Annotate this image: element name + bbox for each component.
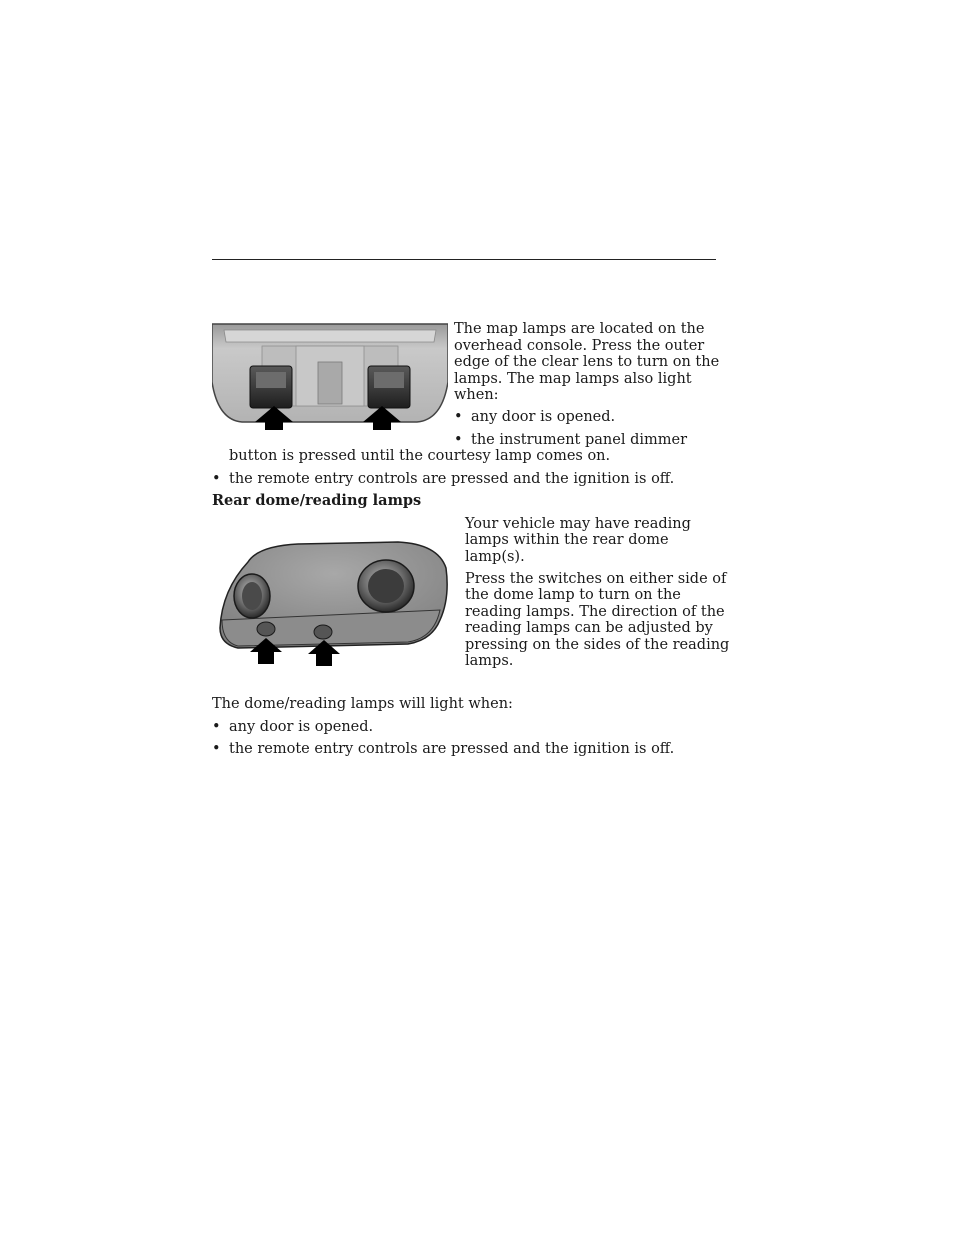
rear-dome-lamp-illustration: [218, 538, 450, 666]
map-lamps-intro-line-3: edge of the clear lens to turn on the: [454, 354, 720, 370]
rear-dome-para1-line-3: lamp(s).: [465, 549, 525, 565]
list-item: [212, 719, 373, 736]
bullet-dot: •: [212, 719, 221, 735]
list-item-text: the instrument panel dimmer: [471, 432, 687, 448]
section-heading: Rear dome/reading lamps: [212, 492, 422, 509]
rear-dome-para2-line-1: Press the switches on either side of: [465, 571, 727, 587]
map-lamps-intro-line-1: The map lamps are located on the: [454, 321, 705, 337]
map-lamps-intro-line-4: lamps. The map lamps also light: [454, 371, 692, 387]
list-item: [212, 741, 674, 758]
rear-dome-para1-line-2: lamps within the rear dome: [465, 532, 669, 548]
bullet-dot: •: [454, 432, 463, 448]
map-lamps-intro-line-2: overhead console. Press the outer: [454, 338, 705, 354]
bullet-dot: •: [212, 741, 221, 757]
bullet-dot: •: [454, 409, 463, 425]
rear-dome-para2-line-5: pressing on the sides of the reading: [465, 637, 730, 653]
list-item: [454, 409, 615, 426]
list-item-text: the remote entry controls are pressed and the ignition is off.: [229, 471, 675, 487]
bullet-dot: •: [212, 471, 221, 487]
list-item-text: any door is opened.: [229, 719, 374, 735]
list-item-text: the remote entry controls are pressed and the ignition is off.: [229, 741, 675, 757]
rear-dome-para2-line-4: reading lamps can be adjusted by: [465, 620, 713, 636]
rear-dome-para2-line-6: lamps.: [465, 653, 514, 669]
rear-dome-para2-line-2: the dome lamp to turn on the: [465, 587, 681, 603]
map-lamps-illustration: [212, 322, 448, 430]
list-item-continuation: button is pressed until the courtesy lamp comes on.: [229, 448, 611, 464]
list-item-text: any door is opened.: [471, 409, 616, 425]
list-item: [212, 471, 674, 488]
map-lamps-intro-line-5: when:: [454, 387, 499, 403]
list-item: [454, 432, 687, 449]
rear-dome-para1-line-1: Your vehicle may have reading: [465, 516, 691, 532]
dome-light-when: The dome/reading lamps will light when:: [212, 696, 513, 712]
rear-dome-para2-line-3: reading lamps. The direction of the: [465, 604, 725, 620]
header-rule: [212, 259, 716, 260]
